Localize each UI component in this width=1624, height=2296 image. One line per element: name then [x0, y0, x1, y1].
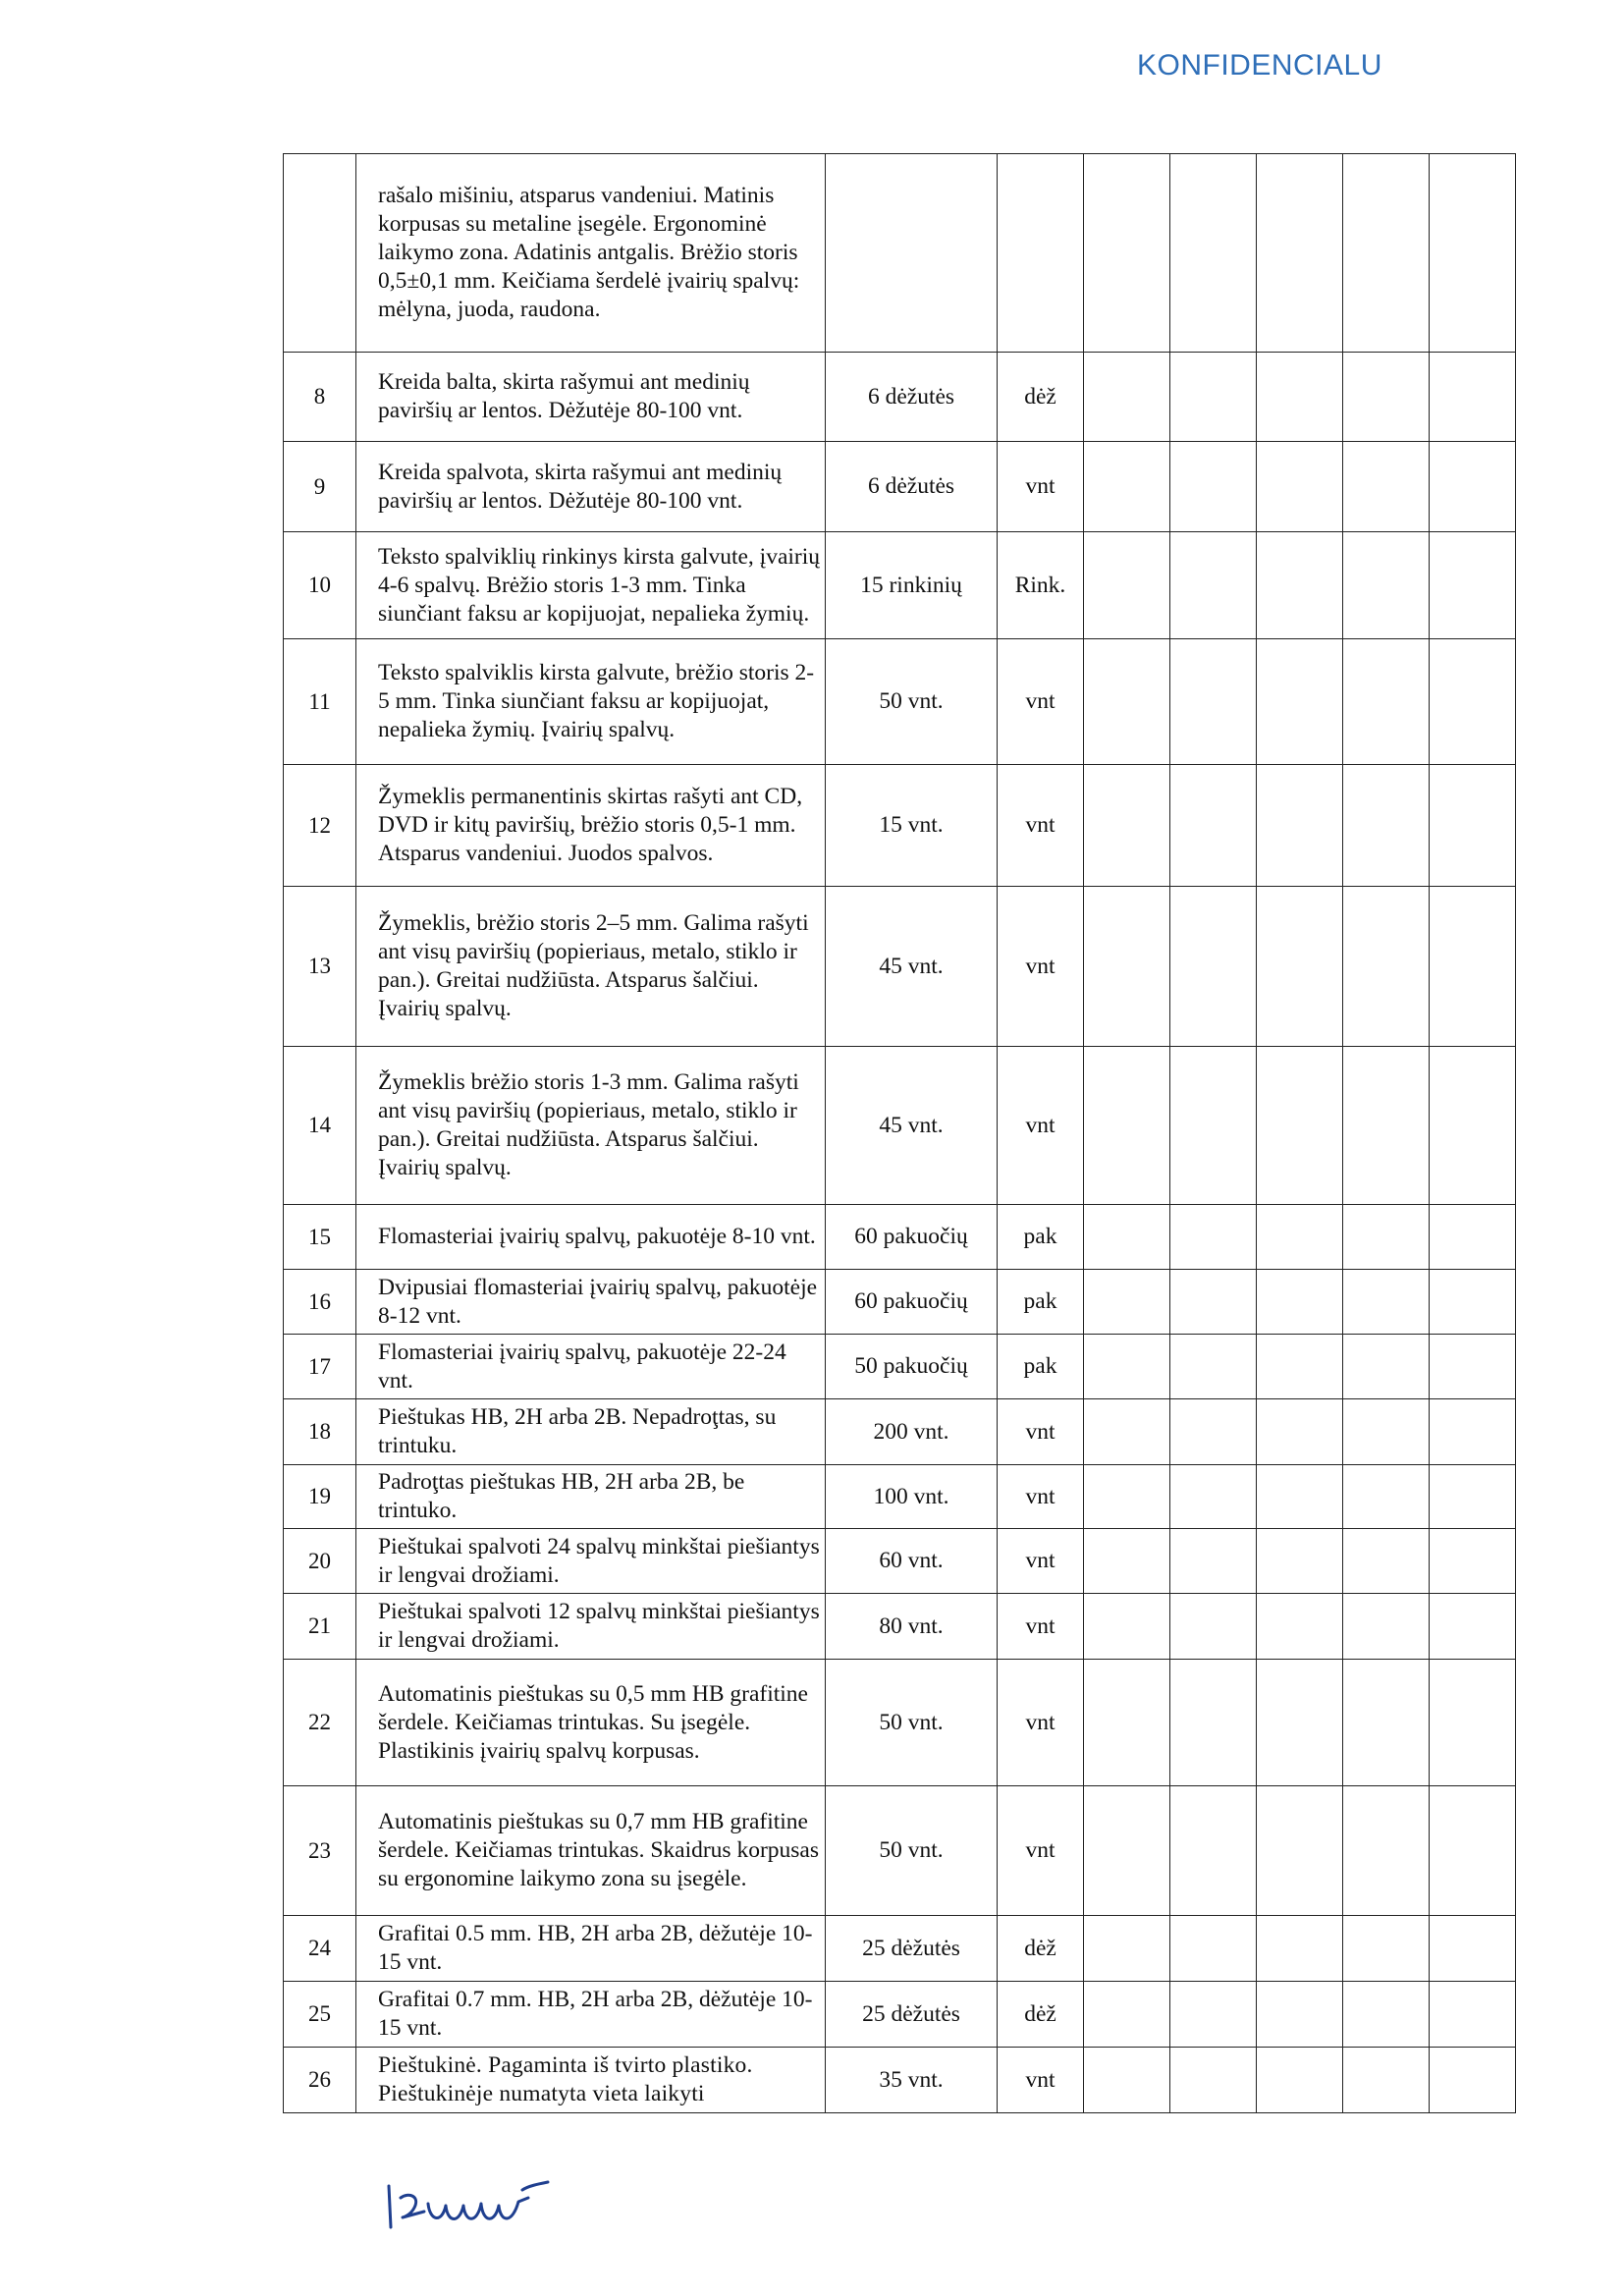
item-unit: pak [998, 1270, 1084, 1335]
empty-cell [1343, 154, 1430, 353]
row-number: 16 [284, 1270, 356, 1335]
item-quantity: 60 pakuočių [826, 1205, 998, 1270]
item-description: Teksto spalviklis kirsta galvute, brėžio storis 2-5 mm. Tinka siunčiant faksu ar kopijuojat, nepalieka žymių. Įvairių spalvų. [356, 639, 826, 765]
row-number: 21 [284, 1594, 356, 1660]
item-description: Flomasteriai įvairių spalvų, pakuotėje 8-10 vnt. [356, 1205, 826, 1270]
item-quantity: 50 vnt. [826, 1786, 998, 1916]
empty-cell [1084, 887, 1170, 1047]
item-unit: vnt [998, 1399, 1084, 1465]
signature-image [381, 2168, 597, 2237]
table-row [284, 154, 1516, 353]
row-number: 18 [284, 1399, 356, 1465]
empty-cell [1084, 1982, 1170, 2048]
empty-cell [1170, 1335, 1257, 1399]
row-number: 22 [284, 1660, 356, 1786]
item-unit: vnt [998, 765, 1084, 887]
empty-cell [1170, 887, 1257, 1047]
item-description: Grafitai 0.7 mm. HB, 2H arba 2B, dėžutėje 10-15 vnt. [356, 1982, 826, 2048]
empty-cell [1084, 639, 1170, 765]
empty-cell [1084, 1270, 1170, 1335]
empty-cell [1343, 639, 1430, 765]
table-body [284, 154, 1516, 2113]
item-description: Dvipusiai flomasteriai įvairių spalvų, pakuotėje 8-12 vnt. [356, 1270, 826, 1335]
empty-cell [1170, 1205, 1257, 1270]
empty-cell [1343, 1399, 1430, 1465]
empty-cell [1084, 1529, 1170, 1594]
item-unit: dėž [998, 353, 1084, 442]
row-number: 11 [284, 639, 356, 765]
item-quantity [826, 154, 998, 353]
empty-cell [1343, 1047, 1430, 1205]
empty-cell [1257, 1982, 1343, 2048]
empty-cell [1170, 442, 1257, 532]
empty-cell [1170, 1529, 1257, 1594]
empty-cell [1257, 887, 1343, 1047]
item-unit: vnt [998, 1660, 1084, 1786]
item-quantity: 200 vnt. [826, 1399, 998, 1465]
empty-cell [1257, 1465, 1343, 1529]
empty-cell [1343, 442, 1430, 532]
table-row [284, 442, 1516, 532]
empty-cell [1430, 1916, 1516, 1982]
item-unit [998, 154, 1084, 353]
item-unit: vnt [998, 442, 1084, 532]
table-row [284, 353, 1516, 442]
item-description: Automatinis pieštukas su 0,7 mm HB grafitine šerdele. Keičiamas trintukas. Skaidrus korpusas su ergonomine laikymo zona su įsegėle. [356, 1786, 826, 1916]
empty-cell [1343, 1916, 1430, 1982]
empty-cell [1257, 154, 1343, 353]
item-description: Pieštukinė. Pagaminta iš tvirto plastiko. Pieštukinėje numatyta vieta laikyti [356, 2048, 826, 2113]
item-quantity: 50 vnt. [826, 1660, 998, 1786]
item-quantity: 15 rinkinių [826, 532, 998, 639]
empty-cell [1084, 2048, 1170, 2113]
row-number: 10 [284, 532, 356, 639]
item-description: rašalo mišiniu, atsparus vandeniui. Matinis korpusas su metaline įsegėle. Ergonominė laikymo zona. Adatinis antgalis. Brėžio storis 0,5±0,1 mm. Keičiama šerdelė įvairių spalvų: mėlyna, juoda, raudona. [356, 154, 826, 353]
item-unit: vnt [998, 1465, 1084, 1529]
empty-cell [1430, 639, 1516, 765]
empty-cell [1084, 1786, 1170, 1916]
empty-cell [1170, 1594, 1257, 1660]
row-number: 26 [284, 2048, 356, 2113]
empty-cell [1257, 1205, 1343, 1270]
table-row [284, 1529, 1516, 1594]
item-description: Kreida balta, skirta rašymui ant medinių paviršių ar lentos. Dėžutėje 80-100 vnt. [356, 353, 826, 442]
item-description: Grafitai 0.5 mm. HB, 2H arba 2B, dėžutėje 10-15 vnt. [356, 1916, 826, 1982]
empty-cell [1430, 1465, 1516, 1529]
empty-cell [1343, 1982, 1430, 2048]
item-unit: vnt [998, 887, 1084, 1047]
empty-cell [1170, 1465, 1257, 1529]
table-row [284, 1335, 1516, 1399]
row-number: 9 [284, 442, 356, 532]
empty-cell [1170, 1399, 1257, 1465]
item-unit: vnt [998, 1786, 1084, 1916]
empty-cell [1170, 1660, 1257, 1786]
empty-cell [1084, 765, 1170, 887]
empty-cell [1430, 532, 1516, 639]
item-unit: vnt [998, 639, 1084, 765]
item-quantity: 60 vnt. [826, 1529, 998, 1594]
item-quantity: 50 vnt. [826, 639, 998, 765]
empty-cell [1430, 1047, 1516, 1205]
item-description: Žymeklis, brėžio storis 2–5 mm. Galima rašyti ant visų paviršių (popieriaus, metalo, stiklo ir pan.). Greitai nudžiūsta. Atsparus šalčiui. Įvairių spalvų. [356, 887, 826, 1047]
item-quantity: 100 vnt. [826, 1465, 998, 1529]
item-unit: dėž [998, 1982, 1084, 2048]
item-description: Pieštukai spalvoti 24 spalvų minkštai piešiantys ir lengvai drožiami. [356, 1529, 826, 1594]
table-row [284, 1916, 1516, 1982]
item-description: Teksto spalviklių rinkinys kirsta galvute, įvairių 4-6 spalvų. Brėžio storis 1-3 mm. Tinka siunčiant faksu ar kopijuojat, nepalieka žymių. [356, 532, 826, 639]
item-unit: vnt [998, 1047, 1084, 1205]
table-row [284, 765, 1516, 887]
empty-cell [1343, 1594, 1430, 1660]
empty-cell [1257, 353, 1343, 442]
row-number: 17 [284, 1335, 356, 1399]
empty-cell [1343, 1270, 1430, 1335]
item-quantity: 35 vnt. [826, 2048, 998, 2113]
empty-cell [1257, 2048, 1343, 2113]
table-row [284, 1982, 1516, 2048]
empty-cell [1170, 1916, 1257, 1982]
table-row [284, 532, 1516, 639]
empty-cell [1170, 1982, 1257, 2048]
item-unit: vnt [998, 1594, 1084, 1660]
table-row [284, 2048, 1516, 2113]
empty-cell [1170, 765, 1257, 887]
empty-cell [1430, 442, 1516, 532]
table-row [284, 639, 1516, 765]
empty-cell [1257, 1047, 1343, 1205]
row-number: 23 [284, 1786, 356, 1916]
empty-cell [1170, 154, 1257, 353]
empty-cell [1430, 154, 1516, 353]
empty-cell [1430, 887, 1516, 1047]
empty-cell [1257, 1660, 1343, 1786]
item-description: Žymeklis permanentinis skirtas rašyti ant CD, DVD ir kitų paviršių, brėžio storis 0,5-1 mm. Atsparus vandeniui. Juodos spalvos. [356, 765, 826, 887]
item-quantity: 6 dėžutės [826, 442, 998, 532]
empty-cell [1257, 1529, 1343, 1594]
empty-cell [1170, 353, 1257, 442]
empty-cell [1430, 1529, 1516, 1594]
row-number: 25 [284, 1982, 356, 2048]
row-number [284, 154, 356, 353]
item-quantity: 45 vnt. [826, 1047, 998, 1205]
empty-cell [1170, 532, 1257, 639]
table-row [284, 1594, 1516, 1660]
table-row [284, 1465, 1516, 1529]
empty-cell [1343, 887, 1430, 1047]
empty-cell [1430, 1335, 1516, 1399]
empty-cell [1430, 1786, 1516, 1916]
table-row [284, 1399, 1516, 1465]
empty-cell [1257, 1335, 1343, 1399]
row-number: 13 [284, 887, 356, 1047]
empty-cell [1343, 1786, 1430, 1916]
empty-cell [1257, 532, 1343, 639]
item-quantity: 25 dėžutės [826, 1982, 998, 2048]
item-description: Žymeklis brėžio storis 1-3 mm. Galima rašyti ant visų paviršių (popieriaus, metalo, stiklo ir pan.). Greitai nudžiūsta. Atsparus šalčiui. Įvairių spalvų. [356, 1047, 826, 1205]
item-description: Flomasteriai įvairių spalvų, pakuotėje 22-24 vnt. [356, 1335, 826, 1399]
row-number: 8 [284, 353, 356, 442]
empty-cell [1343, 1660, 1430, 1786]
empty-cell [1430, 1594, 1516, 1660]
empty-cell [1430, 1399, 1516, 1465]
empty-cell [1170, 1786, 1257, 1916]
item-description: Kreida spalvota, skirta rašymui ant medinių paviršių ar lentos. Dėžutėje 80-100 vnt. [356, 442, 826, 532]
empty-cell [1257, 639, 1343, 765]
item-description: Automatinis pieštukas su 0,5 mm HB grafitine šerdele. Keičiamas trintukas. Su įsegėle. Plastikinis įvairių spalvų korpusas. [356, 1660, 826, 1786]
item-unit: pak [998, 1205, 1084, 1270]
empty-cell [1170, 1270, 1257, 1335]
item-quantity: 25 dėžutės [826, 1916, 998, 1982]
table-row [284, 1660, 1516, 1786]
table-row [284, 1205, 1516, 1270]
empty-cell [1343, 532, 1430, 639]
empty-cell [1084, 1594, 1170, 1660]
specification-table [283, 153, 1516, 2113]
empty-cell [1430, 1270, 1516, 1335]
empty-cell [1343, 765, 1430, 887]
empty-cell [1257, 1916, 1343, 1982]
empty-cell [1170, 2048, 1257, 2113]
empty-cell [1257, 765, 1343, 887]
item-quantity: 60 pakuočių [826, 1270, 998, 1335]
empty-cell [1084, 442, 1170, 532]
confidential-stamp: KONFIDENCIALU [1137, 49, 1382, 82]
empty-cell [1343, 1529, 1430, 1594]
row-number: 15 [284, 1205, 356, 1270]
empty-cell [1430, 1982, 1516, 2048]
empty-cell [1343, 1465, 1430, 1529]
item-quantity: 6 dėžutės [826, 353, 998, 442]
empty-cell [1084, 154, 1170, 353]
empty-cell [1430, 1660, 1516, 1786]
item-unit: dėž [998, 1916, 1084, 1982]
empty-cell [1430, 2048, 1516, 2113]
empty-cell [1084, 1399, 1170, 1465]
empty-cell [1257, 1399, 1343, 1465]
empty-cell [1257, 1594, 1343, 1660]
item-description: Pieštukai spalvoti 12 spalvų minkštai piešiantys ir lengvai drožiami. [356, 1594, 826, 1660]
item-description: Padroţtas pieštukas HB, 2H arba 2B, be trintuko. [356, 1465, 826, 1529]
table-row [284, 1786, 1516, 1916]
empty-cell [1257, 1270, 1343, 1335]
empty-cell [1084, 1047, 1170, 1205]
empty-cell [1170, 639, 1257, 765]
empty-cell [1430, 765, 1516, 887]
row-number: 19 [284, 1465, 356, 1529]
empty-cell [1084, 353, 1170, 442]
item-description: Pieštukas HB, 2H arba 2B. Nepadroţtas, su trintuku. [356, 1399, 826, 1465]
empty-cell [1084, 532, 1170, 639]
empty-cell [1084, 1335, 1170, 1399]
row-number: 14 [284, 1047, 356, 1205]
table-row [284, 1270, 1516, 1335]
empty-cell [1170, 1047, 1257, 1205]
table-row [284, 887, 1516, 1047]
empty-cell [1257, 442, 1343, 532]
row-number: 24 [284, 1916, 356, 1982]
empty-cell [1343, 1205, 1430, 1270]
empty-cell [1084, 1465, 1170, 1529]
empty-cell [1084, 1205, 1170, 1270]
item-quantity: 45 vnt. [826, 887, 998, 1047]
empty-cell [1430, 1205, 1516, 1270]
empty-cell [1343, 1335, 1430, 1399]
item-unit: vnt [998, 1529, 1084, 1594]
row-number: 12 [284, 765, 356, 887]
empty-cell [1257, 1786, 1343, 1916]
item-unit: Rink. [998, 532, 1084, 639]
empty-cell [1430, 353, 1516, 442]
empty-cell [1343, 353, 1430, 442]
empty-cell [1084, 1660, 1170, 1786]
row-number: 20 [284, 1529, 356, 1594]
item-unit: vnt [998, 2048, 1084, 2113]
item-unit: pak [998, 1335, 1084, 1399]
item-quantity: 80 vnt. [826, 1594, 998, 1660]
item-quantity: 15 vnt. [826, 765, 998, 887]
item-quantity: 50 pakuočių [826, 1335, 998, 1399]
empty-cell [1084, 1916, 1170, 1982]
table-row [284, 1047, 1516, 1205]
empty-cell [1343, 2048, 1430, 2113]
